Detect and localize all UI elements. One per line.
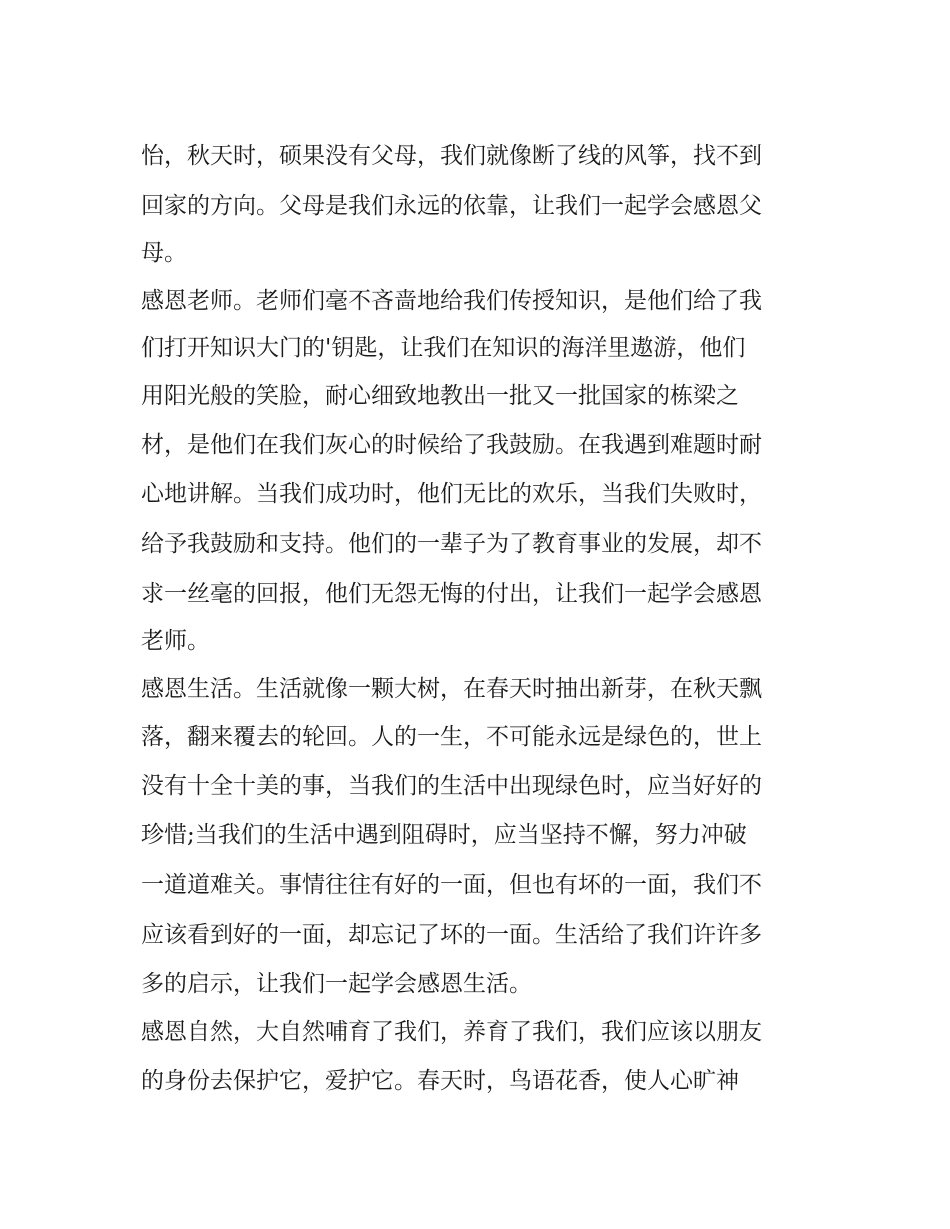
text-line: 应该看到好的一面，却忘记了坏的一面。生活给了我们许许多 (141, 922, 762, 948)
text-line: 珍惜;当我们的生活中遇到阻碍时，应当坚持不懈，努力冲破 (141, 822, 747, 848)
text-line: 没有十全十美的事，当我们的生活中出现绿色时，应当好好的 (141, 773, 762, 799)
text-line: 落，翻来覆去的轮回。人的一生，不可能永远是绿色的，世上 (141, 724, 762, 750)
text-line: 材，是他们在我们灰心的时候给了我鼓励。在我遇到难题时耐 (141, 432, 762, 458)
text-line: 感恩生活。生活就像一颗大树，在春天时抽出新芽，在秋天飘 (141, 676, 762, 702)
text-line: 用阳光般的笑脸，耐心细致地教出一批又一批国家的栋梁之 (141, 383, 739, 409)
text-line: 母。 (141, 240, 187, 266)
text-line: 求一丝毫的回报，他们无怨无悔的付出，让我们一起学会感恩 (141, 581, 762, 607)
text-line: 的身份去保护它，爱护它。春天时，鸟语花香，使人心旷神 (141, 1068, 739, 1094)
text-line: 给予我鼓励和支持。他们的一辈子为了教育事业的发展，却不 (141, 531, 762, 557)
text-line: 心地讲解。当我们成功时，他们无比的欢乐，当我们失败时， (141, 481, 762, 507)
text-line: 老师。 (141, 628, 210, 654)
text-line: 一道道难关。事情往往有好的一面，但也有坏的一面，我们不 (141, 872, 762, 898)
text-line: 感恩自然，大自然哺育了我们，养育了我们，我们应该以朋友 (141, 1019, 762, 1045)
text-line: 感恩老师。老师们毫不吝啬地给我们传授知识，是他们给了我 (141, 288, 762, 314)
text-line: 怡，秋天时，硕果没有父母，我们就像断了线的风筝，找不到 (141, 143, 762, 169)
text-line: 多的启示，让我们一起学会感恩生活。 (141, 971, 532, 997)
text-line: 们打开知识大门的'钥匙，让我们在知识的海洋里遨游，他们 (141, 335, 746, 361)
text-line: 回家的方向。父母是我们永远的依靠，让我们一起学会感恩父 (141, 193, 762, 219)
